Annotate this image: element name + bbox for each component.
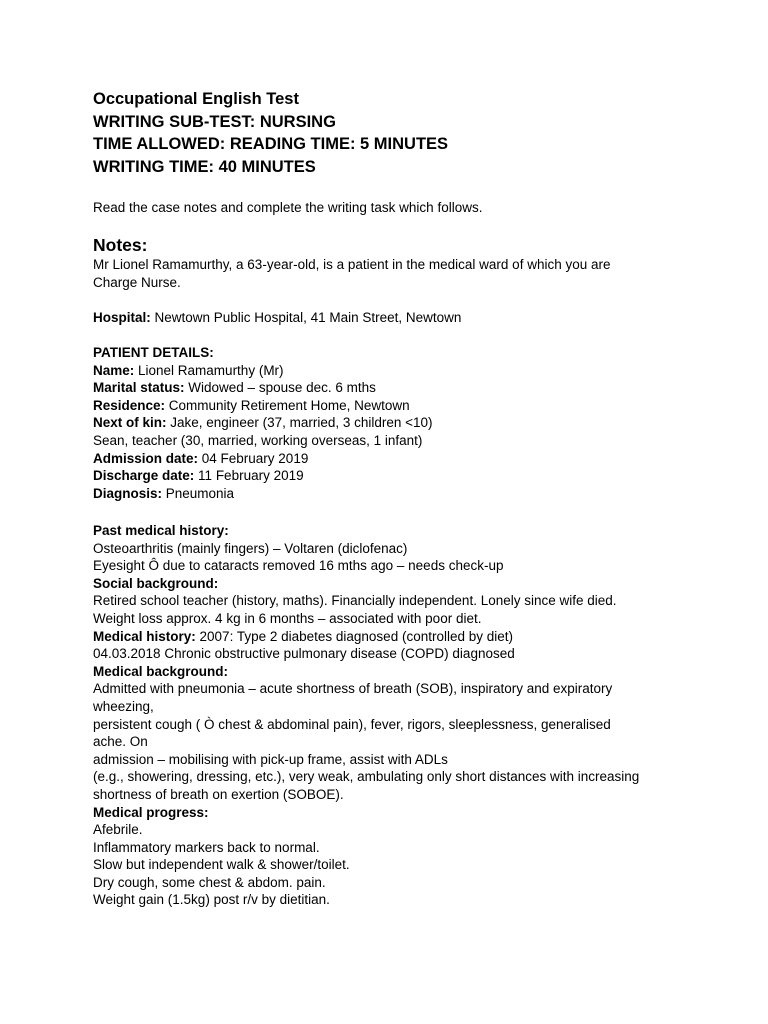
intro-line: Mr Lionel Ramamurthy, a 63-year-old, is a patient in the medical ward of which you are <box>93 257 611 272</box>
instruction-text: Read the case notes and complete the writing task which follows. <box>93 200 483 215</box>
test-title: Occupational English Test <box>93 90 299 108</box>
reading-time-title: TIME ALLOWED: READING TIME: 5 MINUTES <box>93 135 449 153</box>
social-line: Weight loss approx. 4 kg in 6 months – associated with poor diet. <box>93 610 482 626</box>
hospital-label: Hospital: <box>93 310 151 325</box>
patient-details-block <box>93 344 693 502</box>
social-title: Social background: <box>93 575 219 591</box>
intro-block <box>93 256 693 291</box>
kin-label: Next of kin: <box>93 415 167 431</box>
medical-history-value: 2007: Type 2 diabetes diagnosed (controlled by diet) <box>195 628 513 644</box>
subtest-title: WRITING SUB-TEST: NURSING <box>93 112 336 131</box>
medical-background-line: ache. On <box>93 734 148 750</box>
medical-background-line: (e.g., showering, dressing, etc.), very weak, ambulating only short distances with increasing <box>93 769 640 785</box>
medical-background-title: Medical background: <box>93 663 229 679</box>
medical-progress-title: Medical progress: <box>93 804 209 820</box>
kin-line-2: Sean, teacher (30, married, working overseas, 1 infant) <box>93 432 423 448</box>
medical-background-line: admission – mobilising with pick-up frame, assist with ADLs <box>93 751 448 767</box>
medical-history-line-2: 04.03.2018 Chronic obstructive pulmonary disease (COPD) diagnosed <box>93 646 515 662</box>
residence-value: Community Retirement Home, Newtown <box>165 397 410 413</box>
name-value: Lionel Ramamurthy (Mr) <box>134 362 284 378</box>
medical-background-line: wheezing, <box>93 698 154 714</box>
medical-progress-line: Slow but independent walk & shower/toilet. <box>93 857 350 873</box>
intro-line: Charge Nurse. <box>93 274 181 290</box>
diagnosis-value: Pneumonia <box>162 485 235 501</box>
writing-time-title: WRITING TIME: 40 MINUTES <box>93 157 316 176</box>
title-block <box>93 88 693 178</box>
medical-progress-line: Weight gain (1.5kg) post r/v by dietitian. <box>93 892 330 908</box>
marital-label: Marital status: <box>93 380 185 396</box>
medical-progress-line: Inflammatory markers back to normal. <box>93 839 320 855</box>
name-label: Name: <box>93 362 135 378</box>
medical-background-line: Admitted with pneumonia – acute shortness of breath (SOB), inspiratory and expiratory <box>93 681 613 697</box>
marital-value: Widowed – spouse dec. 6 mths <box>184 380 376 396</box>
discharge-value: 11 February 2019 <box>194 468 304 484</box>
past-history-line: Osteoarthritis (mainly fingers) – Voltaren (diclofenac) <box>93 540 408 556</box>
kin-value: Jake, engineer (37, married, 3 children <10) <box>166 415 433 431</box>
residence-label: Residence: <box>93 397 166 413</box>
history-block <box>93 522 693 909</box>
medical-background-line: shortness of breath on exertion (SOBOE). <box>93 786 344 802</box>
medical-background-line: persistent cough ( Ò chest & abdominal pain), fever, rigors, sleeplessness, generalised <box>93 716 611 732</box>
past-history-line: Eyesight Ô due to cataracts removed 16 mths ago – needs check-up <box>93 558 504 574</box>
medical-history-label: Medical history: <box>93 628 196 644</box>
document-content <box>93 88 693 908</box>
discharge-label: Discharge date: <box>93 468 195 484</box>
past-history-title: Past medical history: <box>93 523 229 538</box>
notes-heading: Notes: <box>93 235 148 255</box>
hospital-line <box>93 309 693 327</box>
hospital-value: Newtown Public Hospital, 41 Main Street, Newtown <box>150 310 462 325</box>
patient-details-title: PATIENT DETAILS: <box>93 345 214 360</box>
diagnosis-label: Diagnosis: <box>93 485 163 501</box>
social-line: Retired school teacher (history, maths). Financially independent. Lonely since wife died. <box>93 593 617 609</box>
medical-progress-line: Afebrile. <box>93 822 143 838</box>
admission-value: 04 February 2019 <box>198 450 309 466</box>
admission-label: Admission date: <box>93 450 199 466</box>
medical-progress-line: Dry cough, some chest & abdom. pain. <box>93 874 326 890</box>
